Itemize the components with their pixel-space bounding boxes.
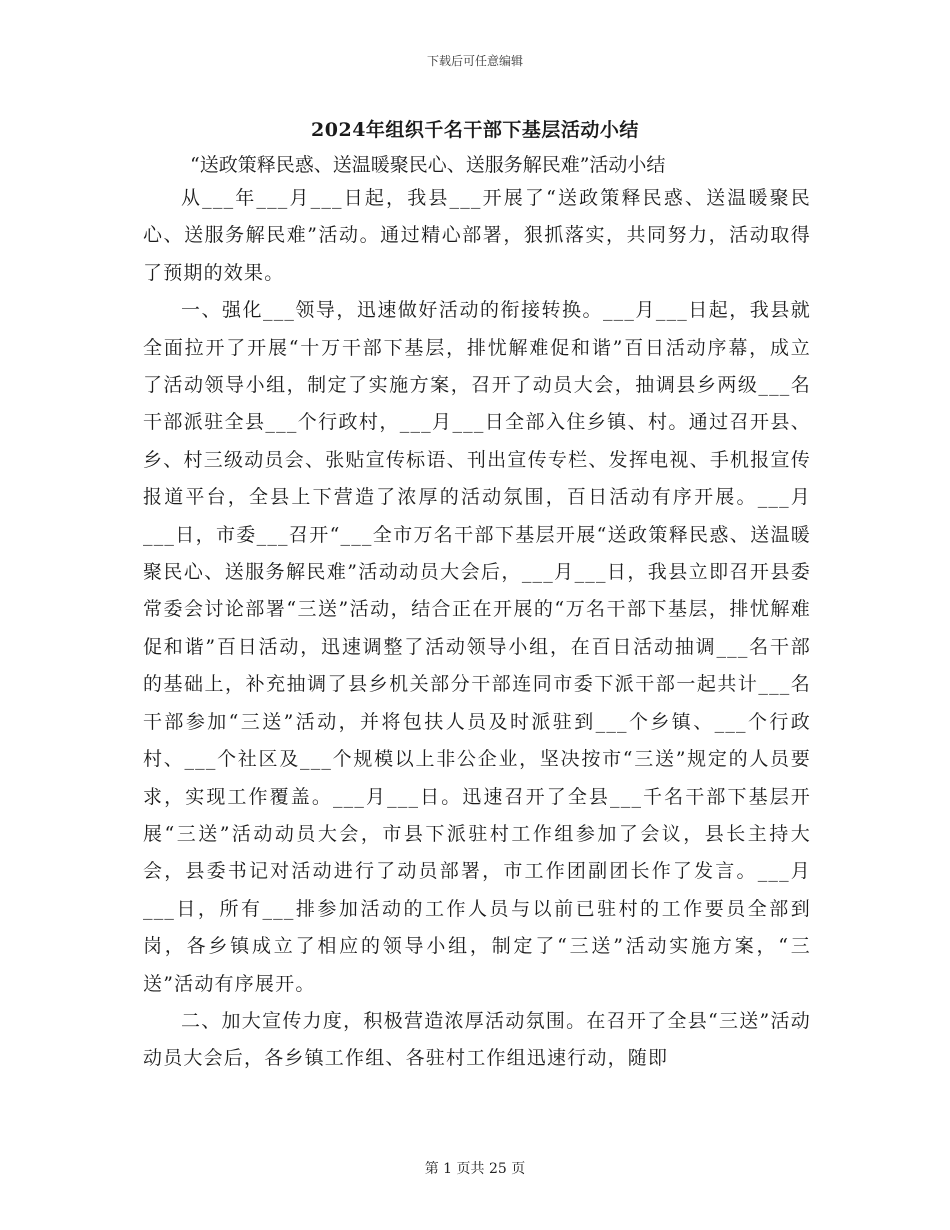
document-title: 2024年组织千名干部下基层活动小结 <box>311 119 639 141</box>
paragraph-section-2: 二、加大宣传力度，积极营造浓厚活动氛围。在召开了全县“三送”活动动员大会后，各乡镇工作组、各驻村工作组迅速行动，随即 <box>143 1009 811 1070</box>
document-body <box>143 180 811 1078</box>
header-note: 下载后可任意编辑 <box>426 54 523 68</box>
document-subtitle: “送政策释民惑、送温暖聚民心、送服务解民难”活动小结 <box>190 154 666 176</box>
paragraph-intro: 从___年___月___日起，我县___开展了“送政策释民惑、送温暖聚民心、送服务解民难”活动。通过精心部署，狠抓落实，共同努力，活动取得了预期的效果。 <box>143 187 811 284</box>
page-number: 第 1 页共 25 页 <box>424 1161 526 1177</box>
paragraph-section-1: 一、强化___领导，迅速做好活动的衔接转换。___月___日起，我县就全面拉开了开展“十万干部下基层，排忧解难促和谐”百日活动序幕，成立了活动领导小组，制定了实施方案，召开了动员大会，抽调县乡两级___名干部派驻全县___个行政村，___月___日全部入住乡镇、村。通过召开县、乡、村三级动员会、张贴宣传标语、刊出宣传专栏、发挥电视、手机报宣传报道平台，全县上下营造了浓厚的活动氛围，百日活动有序开展。___月___日，市委___召开“___全市万名干部下基层开展“送政策释民惑、送温暖聚民心、送服务解民难”活动动员大会后，___月___日，我县立即召开县委常委会讨论部署“三送”活动，结合正在开展的“万名干部下基层，排忧解难促和谐”百日活动，迅速调整了活动领导小组，在百日活动抽调___名干部的基础上，补充抽调了县乡机关部分干部连同市委下派干部一起共计___名干部参加“三送”活动，并将包扶人员及时派驻到___个乡镇、___个行政村、___个社区及___个规模以上非公企业，坚决按市“三送”规定的人员要求，实现工作覆盖。___月___日。迅速召开了全县___千名干部下基层开展“三送”活动动员大会，市县下派驻村工作组参加了会议，县长主持大会，县委书记对活动进行了动员部署，市工作团副团长作了发言。___月___日，所有___排参加活动的工作人员与以前已驻村的工作要员全部到岗，各乡镇成立了相应的领导小组，制定了“三送”活动实施方案，“三送”活动有序展开。 <box>143 299 811 995</box>
